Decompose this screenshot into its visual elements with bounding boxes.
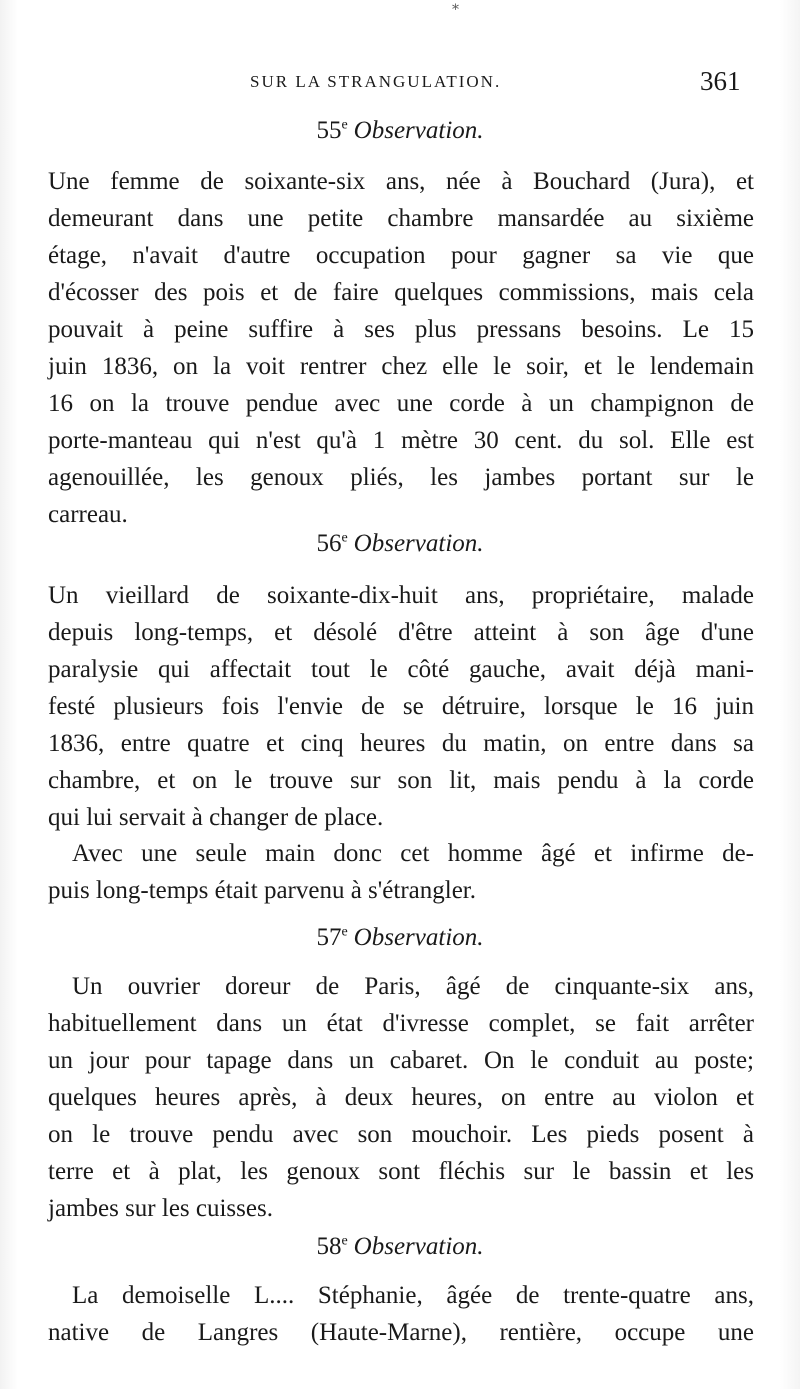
observation-number: 58 (316, 1233, 342, 1260)
observation-heading-55 (0, 117, 800, 145)
page-header (0, 66, 800, 102)
observation-word: Observation. (353, 924, 484, 951)
text-line: porte-manteau qui n'est qu'à 1 mètre 30 cent. du sol. Elle est (48, 427, 754, 454)
observation-56-text (48, 577, 754, 836)
text-line: Un ouvrier doreur de Paris, âgé de cinquante-six ans, (72, 973, 754, 1000)
text-line: étage, n'avait d'autre occupation pour gagner sa vie que (48, 242, 754, 269)
observation-56-text-continued (48, 835, 754, 909)
text-line: jambes sur les cuisses. (48, 1195, 273, 1222)
text-line: d'écosser des pois et de faire quelques commissions, mais cela (48, 279, 754, 306)
text-line: 1836, entre quatre et cinq heures du matin, on entre dans sa (48, 730, 754, 757)
text-line: carreau. (48, 501, 128, 528)
page-number: 361 (700, 66, 741, 96)
text-line: paralysie qui affectait tout le côté gauche, avait déjà mani- (48, 656, 754, 683)
observation-number: 56 (316, 530, 342, 557)
observation-heading-56 (0, 530, 800, 558)
observation-word: Observation. (353, 530, 484, 557)
text-line: Une femme de soixante-six ans, née à Bouchard (Jura), et (48, 168, 754, 195)
observation-word: Observation. (353, 1233, 484, 1260)
text-line: habituellement dans un état d'ivresse complet, se fait arrêter (48, 1010, 754, 1037)
observation-number: 57 (316, 924, 342, 951)
text-line: depuis long-temps, et désolé d'être atteint à son âge d'une (48, 619, 754, 646)
text-line: un jour pour tapage dans un cabaret. On le conduit au poste; (48, 1047, 754, 1074)
observation-word: Observation. (353, 117, 484, 144)
text-line: La demoiselle L.... Stéphanie, âgée de trente-quatre ans, (72, 1282, 754, 1309)
text-line: quelques heures après, à deux heures, on entre au violon et (48, 1084, 754, 1111)
observation-number: 55 (316, 117, 342, 144)
observation-number-suffix: e (341, 530, 348, 546)
observation-number-suffix: e (341, 924, 348, 940)
observation-heading-58 (0, 1233, 800, 1261)
text-line: puis long-temps était parvenu à s'étrangler. (48, 877, 476, 904)
text-line: juin 1836, on la voit rentrer chez elle le soir, et le lendemain (48, 353, 754, 380)
observation-57-text (48, 968, 754, 1227)
text-line: pouvait à peine suffire à ses plus pressans besoins. Le 15 (48, 316, 754, 343)
text-line: on le trouve pendu avec son mouchoir. Les pieds posent à (48, 1121, 754, 1148)
text-line: qui lui servait à changer de place. (48, 804, 384, 831)
text-line: Avec une seule main donc cet homme âgé et infirme de- (72, 840, 754, 867)
text-line: Un vieillard de soixante-dix-huit ans, propriétaire, malade (48, 582, 754, 609)
text-line: demeurant dans une petite chambre mansardée au sixième (48, 205, 754, 232)
observation-58-text (48, 1277, 754, 1351)
page-top-mark: * (452, 2, 459, 18)
text-line: agenouillée, les genoux pliés, les jambes portant sur le (48, 464, 754, 491)
observation-number-suffix: e (341, 1233, 348, 1249)
text-line: 16 on la trouve pendue avec une corde à un champignon de (48, 390, 754, 417)
text-line: native de Langres (Haute-Marne), rentière, occupe une (48, 1319, 754, 1346)
observation-heading-57 (0, 924, 800, 952)
running-head: SUR LA STRANGULATION. (250, 72, 502, 91)
observation-number-suffix: e (341, 117, 348, 133)
text-line: festé plusieurs fois l'envie de se détruire, lorsque le 16 juin (48, 693, 754, 720)
observation-55-text (48, 163, 754, 533)
text-line: chambre, et on le trouve sur son lit, mais pendu à la corde (48, 767, 754, 794)
text-line: terre et à plat, les genoux sont fléchis sur le bassin et les (48, 1158, 754, 1185)
